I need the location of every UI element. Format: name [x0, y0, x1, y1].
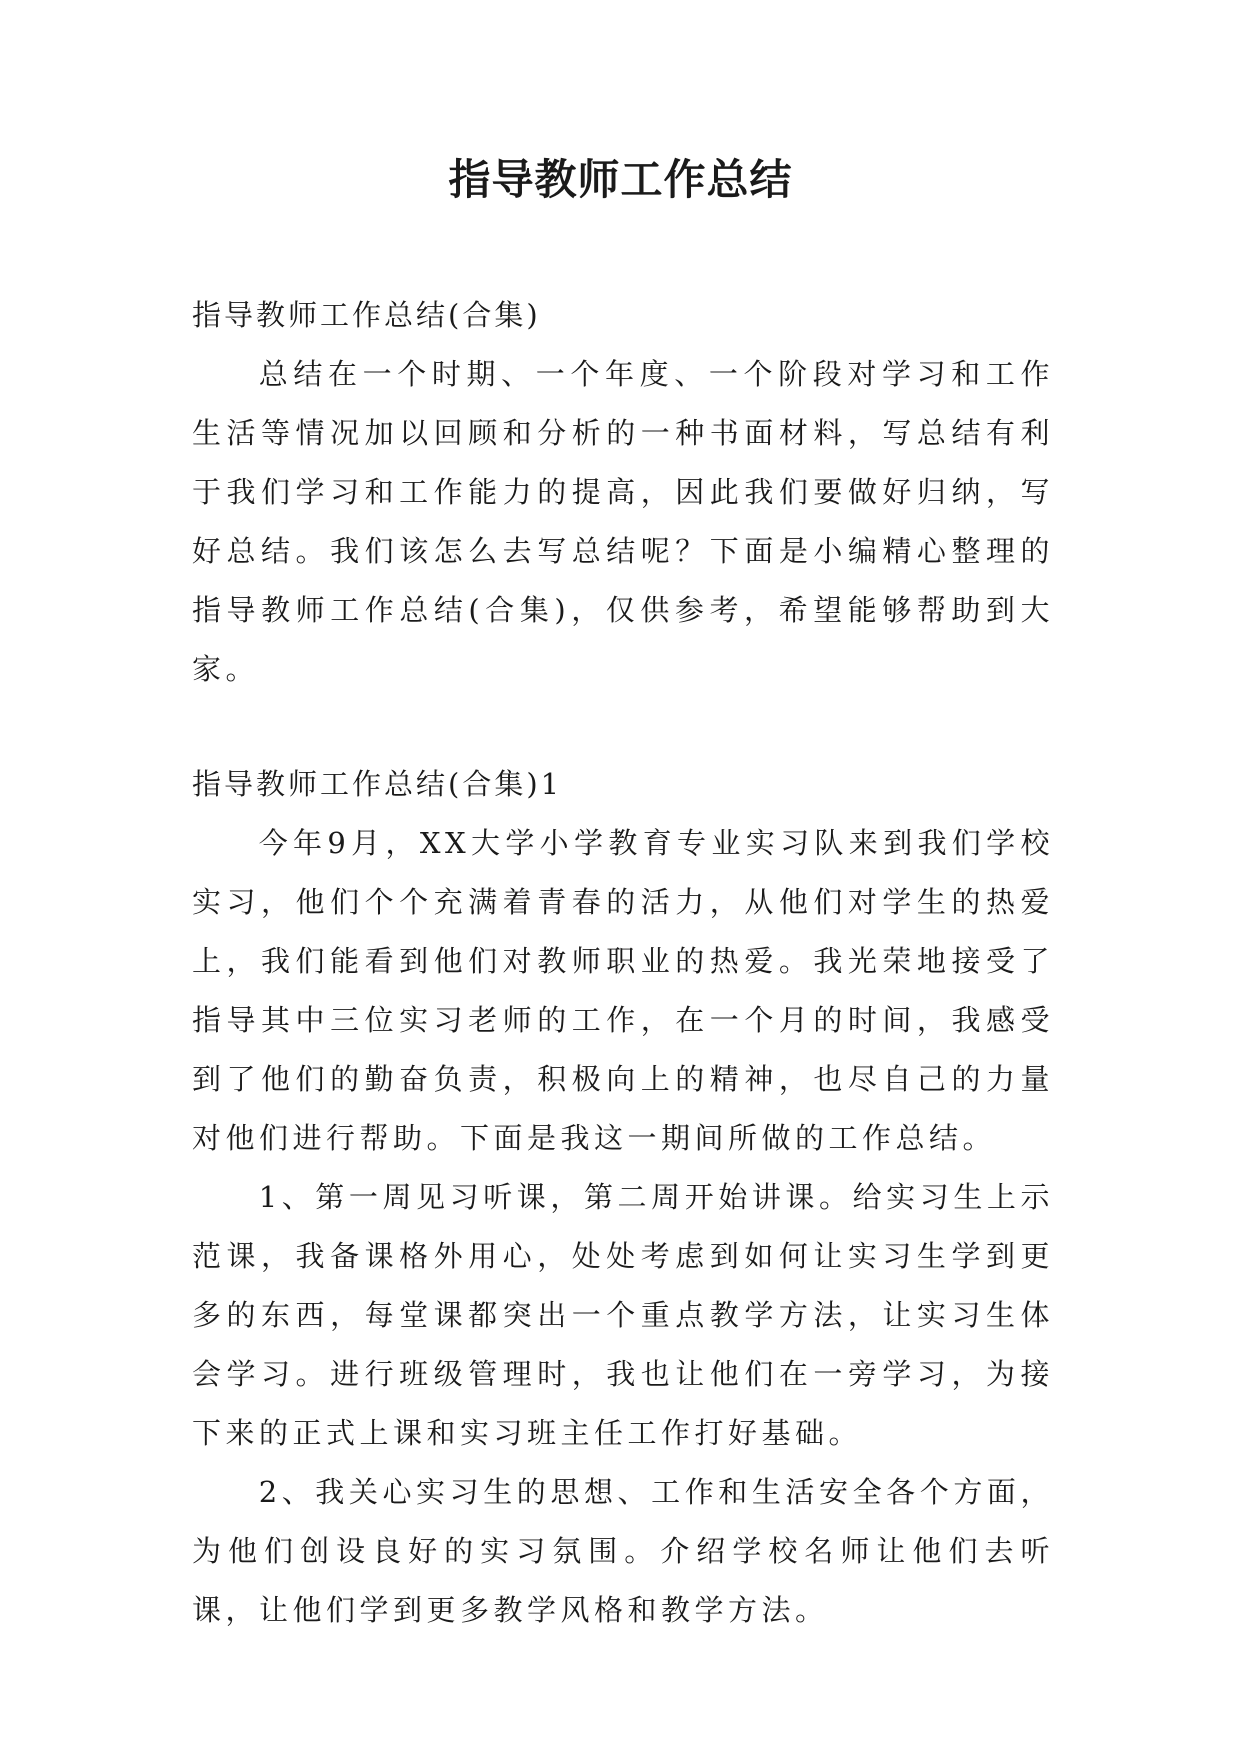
document-body	[192, 286, 1054, 1640]
section-1-paragraph-3: 2、我关心实习生的思想、工作和生活安全各个方面，为他们创设良好的实习氛围。介绍学校名师让他们去听课，让他们学到更多教学风格和教学方法。	[192, 1475, 1054, 1627]
intro-heading: 指导教师工作总结(合集)	[192, 298, 541, 332]
section-spacer	[192, 699, 1054, 755]
document-title: 指导教师工作总结	[448, 155, 793, 204]
section-1-paragraph-1: 今年9月，XX大学小学教育专业实习队来到我们学校实习，他们个个充满着青春的活力，从他们对学生的热爱上，我们能看到他们对教师职业的热爱。我光荣地接受了指导其中三位实习老师的工作，在一个月的时间，我感受到了他们的勤奋负责，积极向上的精神，也尽自己的力量对他们进行帮助。下面是我这一期间所做的工作总结。	[192, 826, 1054, 1155]
section-1-heading: 指导教师工作总结(合集)1	[192, 767, 563, 801]
intro-paragraph: 总结在一个时期、一个年度、一个阶段对学习和工作生活等情况加以回顾和分析的一种书面材料，写总结有利于我们学习和工作能力的提高，因此我们要做好归纳，写好总结。我们该怎么去写总结呢？下面是小编精心整理的指导教师工作总结(合集)，仅供参考，希望能够帮助到大家。	[192, 357, 1054, 686]
section-1-paragraph-2: 1、第一周见习听课，第二周开始讲课。给实习生上示范课，我备课格外用心，处处考虑到如何让实习生学到更多的东西，每堂课都突出一个重点教学方法，让实习生体会学习。进行班级管理时，我也让他们在一旁学习，为接下来的正式上课和实习班主任工作打好基础。	[192, 1180, 1054, 1450]
